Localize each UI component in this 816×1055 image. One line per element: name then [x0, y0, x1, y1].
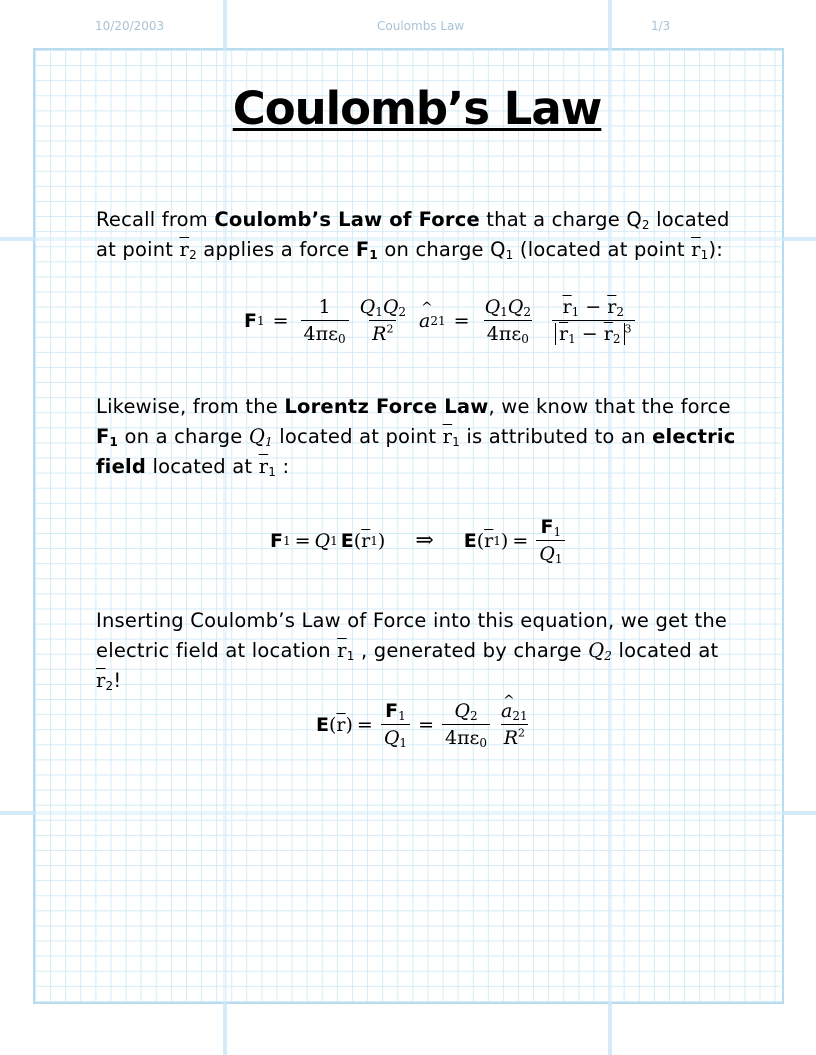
text: that a charge Q [479, 208, 642, 231]
subscript: 2 [523, 305, 532, 319]
vector-symbol: $\overline{r}$ [361, 529, 371, 552]
subscript: 1 [553, 525, 562, 539]
equals-sign: = [294, 529, 311, 552]
subscript: 1 [452, 435, 460, 449]
text: ): [708, 238, 724, 261]
bold-text: F [96, 425, 110, 448]
eq-symbol: R [503, 727, 518, 749]
page-rule-vertical [223, 0, 227, 1055]
text: is attributed to an [459, 425, 653, 448]
bold-text: Lorentz Force Law [284, 395, 489, 418]
numerator [357, 296, 409, 320]
subscript: 1 [346, 649, 355, 663]
subscript: 2 [616, 305, 624, 319]
subscript: 0 [521, 332, 529, 346]
text: on charge Q [377, 238, 506, 261]
minus-sign: − [581, 323, 598, 345]
eq-symbol: Q [382, 296, 399, 318]
eq-symbol: E [316, 713, 329, 736]
vector-symbol: $\overline{r}$ [484, 529, 494, 552]
subscript: 1 [505, 248, 514, 262]
denominator [381, 724, 410, 749]
text: , we know that the force [488, 395, 731, 418]
superscript: 2 [386, 322, 394, 336]
eq-symbol: F [244, 309, 257, 332]
denominator [501, 724, 528, 749]
eq-symbol: F [540, 516, 554, 538]
denominator [552, 320, 634, 345]
eq-symbol: E [463, 529, 477, 552]
text: located at [612, 639, 719, 662]
italic-symbol: Q [248, 425, 265, 448]
bold-text: Coulomb’s Law of Force [214, 208, 480, 231]
header-date: 10/20/2003 [95, 19, 165, 33]
minus-sign: − [585, 296, 602, 318]
fraction [498, 700, 531, 749]
vector-symbol: $\overline{r}$ [559, 323, 569, 345]
denominator [301, 320, 349, 345]
numerator [482, 296, 534, 320]
vector-symbol: $\overline{r}$ [562, 296, 572, 318]
text: ! [113, 669, 122, 692]
numerator [498, 700, 531, 724]
text: Recall from [96, 208, 215, 231]
fraction [536, 516, 565, 565]
vector-symbol: $\overline{r}$ [442, 425, 453, 448]
equals-sign: = [356, 713, 373, 736]
subscript: 1 [109, 435, 119, 449]
page-rule-vertical [608, 0, 612, 1055]
equals-sign: = [272, 309, 289, 332]
header-title: Coulombs Law [377, 19, 465, 33]
subscript: 1 [369, 248, 378, 262]
vector-symbol: $\overline{r}$ [691, 238, 701, 261]
subscript: 1 [700, 248, 709, 262]
paragraph-inserting [96, 606, 741, 696]
text: : [276, 455, 290, 478]
subscript: 2 [469, 709, 478, 723]
subscript: 0 [337, 332, 346, 346]
eq-symbol: R [372, 323, 387, 345]
eq-symbol: Q [484, 296, 501, 318]
subscript: 2 [398, 305, 407, 319]
numerator [382, 700, 409, 724]
page-rule-horizontal [0, 811, 816, 815]
vector-symbol: $\overline{r}$ [258, 455, 269, 478]
subscript: 2 [189, 248, 197, 262]
fraction [381, 700, 410, 749]
text: applies a force [196, 238, 356, 261]
fraction [357, 296, 409, 345]
eq-symbol: Q [314, 529, 331, 552]
text: (located at point [513, 238, 692, 261]
subscript: 21 [512, 709, 528, 723]
implies-arrow: ⇒ [415, 528, 434, 553]
subscript: 1 [265, 435, 273, 449]
subscript: 0 [479, 736, 488, 750]
superscript: 3 [624, 322, 632, 336]
numerator [538, 516, 565, 540]
equation-coulomb-force: F 1 = $\frac{1}{4\pi\varepsilon_0}$ $\frac{Q_1Q_2}{R^2}$ ^ a 21 = $\frac{Q_1Q_2}{4\pi\varepsilon_0}$ $\frac{\overline{r}_1 - \overline{r}_2}{\overline{r}_1 - \overline{r}_2^3}$ [244, 296, 639, 345]
text: located at [146, 455, 259, 478]
subscript: 1 [375, 305, 383, 319]
eq-symbol: F [270, 529, 283, 552]
vector-symbol: $\overline{r}$ [96, 669, 106, 692]
eq-symbol: Q [383, 727, 400, 749]
subscript: 2 [641, 218, 650, 232]
unit-vector-symbol: ^ a [501, 700, 512, 722]
page-title: Coulomb’s Law [232, 82, 602, 135]
equals-sign: = [418, 713, 434, 736]
bold-text: electric field [96, 425, 736, 478]
absolute-value [555, 323, 624, 345]
fraction [482, 296, 534, 345]
equals-sign: = [512, 529, 529, 552]
vector-symbol: $\overline{r}$ [603, 323, 613, 345]
eq-symbol: 4πε [303, 323, 338, 345]
vector-symbol: $\overline{r}$ [607, 296, 617, 318]
text: located at point [96, 208, 730, 261]
eq-symbol: E [340, 529, 354, 552]
subscript: 1 [571, 305, 580, 319]
eq-symbol: F [385, 700, 399, 722]
fraction [301, 296, 349, 345]
denominator [484, 320, 532, 345]
header-page-number: 1/3 [651, 19, 671, 33]
paragraph-lorentz [96, 392, 741, 482]
superscript: 2 [518, 726, 525, 740]
equation-electric-field-result: E ( $\overline{r}$ ) = $\frac{F_1}{Q_1}$ = $\frac{Q_2}{4\pi\varepsilon_0}$ ^ $\frac{a_{21}}{R^2}$ [316, 700, 535, 749]
numerator [560, 296, 627, 320]
denominator [442, 724, 490, 749]
text: Likewise, from the [96, 395, 285, 418]
eq-symbol: 4πε [444, 727, 480, 749]
subscript: 1 [268, 465, 277, 479]
vector-symbol: $\overline{r}$ [337, 639, 347, 662]
eq-symbol: 4πε [486, 323, 522, 345]
fraction [552, 296, 634, 345]
vector-symbol: $\overline{r}$ [336, 713, 346, 736]
subscript: 2 [105, 679, 114, 693]
text: , generated by charge [354, 639, 589, 662]
vector-symbol: $\overline{r}$ [179, 238, 190, 261]
text: on a charge [118, 425, 249, 448]
subscript: 2 [604, 649, 613, 663]
fraction [442, 700, 490, 749]
italic-symbol: Q [588, 639, 605, 662]
subscript: 1 [568, 332, 576, 346]
eq-symbol: Q [539, 543, 555, 565]
text: located at point [272, 425, 443, 448]
eq-symbol: Q [507, 296, 524, 318]
denominator [536, 540, 565, 565]
subscript: 2 [612, 332, 621, 346]
equation-electric-field-definition: F 1 = Q 1 E ( $\overline{r}$ 1 ) ⇒ E ( $\overline{r}$ 1 ) = $\frac{F_1}{Q_1}$ [270, 516, 569, 565]
subscript: 1 [554, 552, 563, 566]
paragraph-recall [96, 205, 741, 265]
eq-symbol: Q [454, 700, 470, 722]
bold-text: F [355, 238, 370, 261]
denominator [369, 320, 396, 345]
equals-sign: = [453, 309, 470, 332]
eq-symbol: Q [359, 296, 376, 318]
text: Inserting Coulomb’s Law of Force into this equation, we get the electric field at location [96, 609, 728, 662]
numerator: 1 [318, 296, 331, 318]
subscript: 1 [398, 709, 406, 723]
unit-vector-symbol: ^ a [419, 310, 430, 332]
numerator [451, 700, 480, 724]
subscript: 1 [500, 305, 508, 319]
subscript: 1 [399, 736, 408, 750]
